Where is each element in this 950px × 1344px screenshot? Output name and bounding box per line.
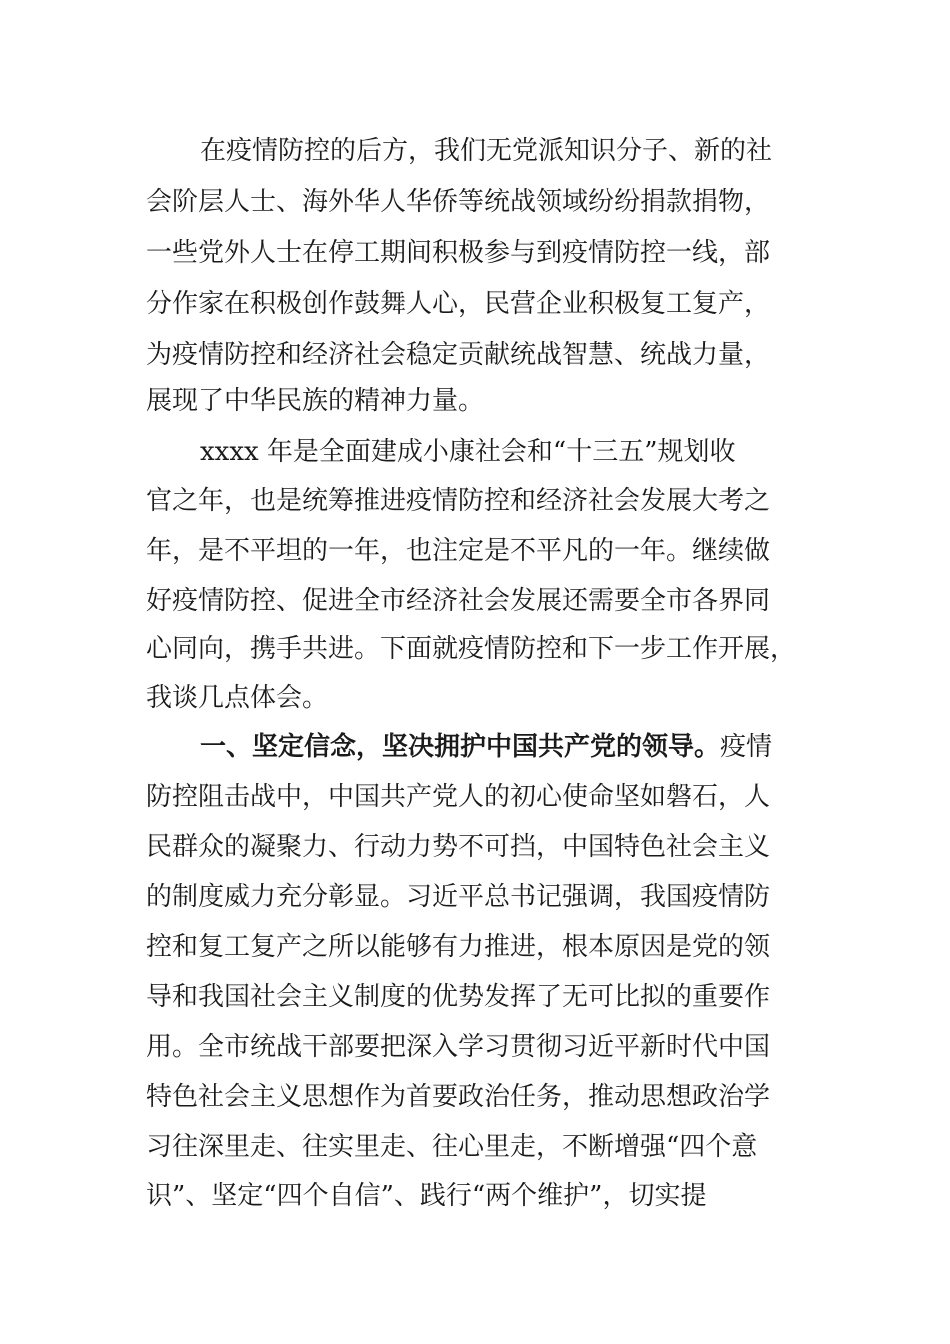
paragraph-2-line-5: 心同向，携手共进。下面就疫情防控和下一步工作开展， <box>146 634 797 664</box>
paragraph-3-line-6: 导和我国社会主义制度的优势发挥了无可比拟的重要作 <box>146 982 771 1012</box>
paragraph-3-line-7: 用。全市统战干部要把深入学习贯彻习近平新时代中国 <box>146 1032 771 1062</box>
paragraph-1-line-3: 一些党外人士在停工期间积极参与到疫情防控一线，部 <box>146 238 771 268</box>
paragraph-1-line-1: 在疫情防控的后方，我们无党派知识分子、新的社 <box>200 136 773 166</box>
paragraph-1-line-5: 为疫情防控和经济社会稳定贡献统战智慧、统战力量， <box>146 340 771 370</box>
paragraph-3-line-4: 的制度威力充分彰显。习近平总书记强调，我国疫情防 <box>146 882 771 912</box>
paragraph-2-line-1: xxxx 年是全面建成小康社会和“十三五”规划收 <box>200 437 736 467</box>
paragraph-3-lead: 疫情 <box>720 732 773 762</box>
section-heading: 一、坚定信念，坚决拥护中国共产党的领导。 <box>200 732 721 762</box>
paragraph-2-line-2: 官之年，也是统筹推进疫情防控和经济社会发展大考之 <box>146 486 771 516</box>
paragraph-3-line-9: 习往深里走、往实里走、往心里走，不断增强“四个意 <box>146 1132 758 1162</box>
paragraph-1-line-4: 分作家在积极创作鼓舞人心，民营企业积极复工复产， <box>146 289 771 319</box>
paragraph-2-line-4: 好疫情防控、促进全市经济社会发展还需要全市各界同 <box>146 586 771 616</box>
paragraph-3-line-10: 识”、坚定“四个自信”、践行“两个维护”，切实提 <box>146 1181 707 1211</box>
paragraph-2-line-3: 年，是不平坦的一年，也注定是不平凡的一年。继续做 <box>146 536 771 566</box>
paragraph-2-line-6: 我谈几点体会。 <box>146 683 329 713</box>
paragraph-1-line-2: 会阶层人士、海外华人华侨等统战领域纷纷捐款捐物， <box>146 187 771 217</box>
paragraph-3-line-8: 特色社会主义思想作为首要政治任务，推动思想政治学 <box>146 1082 771 1112</box>
paragraph-3-line-5: 控和复工复产之所以能够有力推进，根本原因是党的领 <box>146 932 771 962</box>
paragraph-1-line-6: 展现了中华民族的精神力量。 <box>146 386 485 416</box>
paragraph-3-line-1 <box>200 732 772 762</box>
paragraph-3-line-2: 防控阻击战中，中国共产党人的初心使命坚如磐石，人 <box>146 782 771 812</box>
paragraph-3-line-3: 民群众的凝聚力、行动力势不可挡，中国特色社会主义 <box>146 832 771 862</box>
